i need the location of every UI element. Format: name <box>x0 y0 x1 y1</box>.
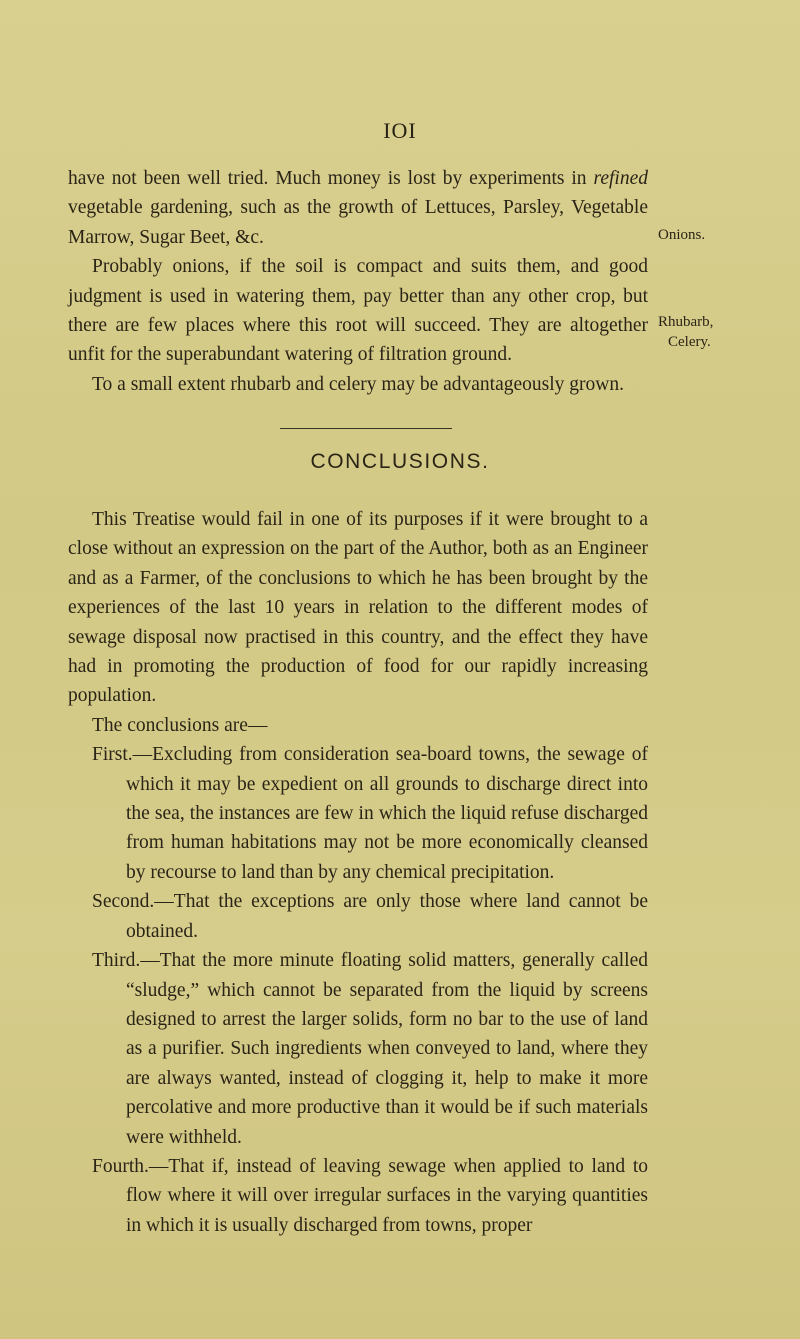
conclusion-item: Third.—That the more minute floating solid matters, generally called “sludge,” which cannot be separated from the liquid by screens designed to arrest the larger solids, form no bar to the use of land as a purifier. Such ingredients when conveyed to land, where they are always wanted, instead of clogging it, help to make it more percolative and more productive than it would be if such materials were withheld. <box>92 950 648 1148</box>
paragraph-refined-gardening <box>68 164 648 252</box>
top-text-block <box>68 164 648 399</box>
paragraph-text: have not been well tried. Much money is lost by experiments in <box>68 168 594 189</box>
page-number: IOI <box>383 118 417 143</box>
conclusions-intro: This Treatise would fail in one of its purposes if it were brought to a close without an expression on the part of the Author, both as an Engineer and as a Farmer, of the conclusions to which he has been brought by the experiences of the last 10 years in relation to the different modes of sewage disposal now practised in this country, and the effect they have had in promoting the production of food for our rapidly increasing population. <box>68 509 648 707</box>
conclusion-item: First.—Excluding from consideration sea-board towns, the sewage of which it may be expedient on all grounds to discharge direct into the sea, the instances are few in which the liquid refuse discharged from human habitations may not be more economically cleansed by recourse to land than by any chemical precipitation. <box>92 744 648 883</box>
margin-note-onions: Onions. <box>658 227 706 243</box>
margin-note-rhubarb-celery <box>658 312 798 352</box>
conclusions-lead: The conclusions are— <box>92 714 268 736</box>
paragraph-onions: Probably onions, if the soil is compact and suits them, and good judgment is used in watering them, pay better than any other crop, but there are few places where this root will succeed. They are altogether unfit for the superabundant watering of filtration ground. <box>68 256 648 366</box>
conclusion-item: Second.—That the exceptions are only those where land cannot be obtained. <box>92 891 648 942</box>
margin-note-celery: Celery. <box>668 334 711 350</box>
conclusion-item: Fourth.—That if, instead of leaving sewage when applied to land to flow where it will over irregular surfaces in the varying quantities in which it is usually discharged from towns, proper <box>92 1155 648 1236</box>
emphasis-refined: refined <box>593 168 648 189</box>
conclusions-heading: CONCLUSIONS. <box>310 450 490 473</box>
paragraph-rhubarb-celery: To a small extent rhubarb and celery may be advantageously grown. <box>92 373 624 395</box>
paragraph-text: vegetable gardening, such as the growth of Lettuces, Parsley, Vegetable Marrow, Sugar Beet, &c. <box>68 197 648 248</box>
margin-note-rhubarb: Rhubarb, <box>658 314 714 330</box>
section-divider <box>280 428 452 429</box>
conclusions-block <box>68 505 648 1240</box>
